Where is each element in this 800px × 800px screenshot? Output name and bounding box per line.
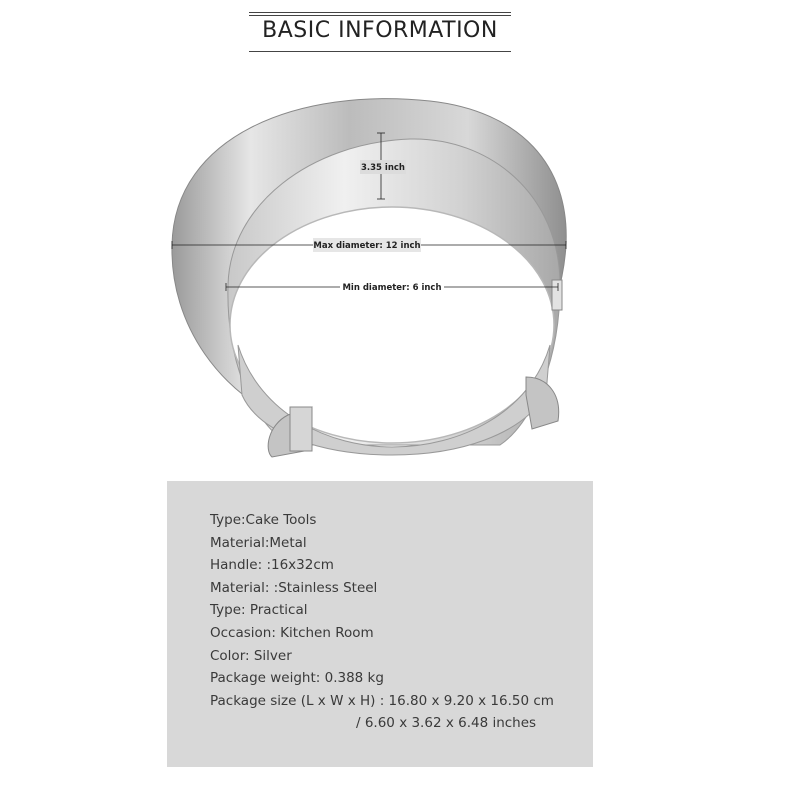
info-list xyxy=(210,509,554,735)
info-type-2: Type: Practical xyxy=(210,602,308,619)
info-occasion: Occasion: Kitchen Room xyxy=(210,624,374,641)
latch-right-icon xyxy=(526,377,559,429)
info-material-2: Material: :Stainless Steel xyxy=(210,579,378,596)
bottom-rule xyxy=(249,51,511,52)
cake-ring-image xyxy=(160,95,580,475)
info-package-size-inches: / 6.60 x 3.62 x 6.48 inches xyxy=(356,715,537,732)
header xyxy=(0,0,800,60)
page-title: BASIC INFORMATION xyxy=(262,18,498,43)
info-type: Type:Cake Tools xyxy=(210,512,317,528)
info-package-size: Package size (L x W x H) : 16.80 x 9.20 x 16.50 cm xyxy=(210,692,554,709)
top-rule xyxy=(249,12,511,13)
min-diameter-label: Min diameter: 6 inch xyxy=(342,283,442,293)
height-label: 3.35 inch xyxy=(361,163,405,173)
top-rule-inner xyxy=(249,15,511,16)
max-diameter-label: Max diameter: 12 inch xyxy=(313,241,421,251)
info-material: Material:Metal xyxy=(210,534,307,551)
latch-clip-left xyxy=(290,407,312,451)
info-handle: Handle: :16x32cm xyxy=(210,557,334,574)
latch-clip-right xyxy=(552,280,562,310)
info-color: Color: Silver xyxy=(210,647,292,664)
info-weight: Package weight: 0.388 kg xyxy=(210,670,384,687)
info-panel xyxy=(167,481,593,767)
